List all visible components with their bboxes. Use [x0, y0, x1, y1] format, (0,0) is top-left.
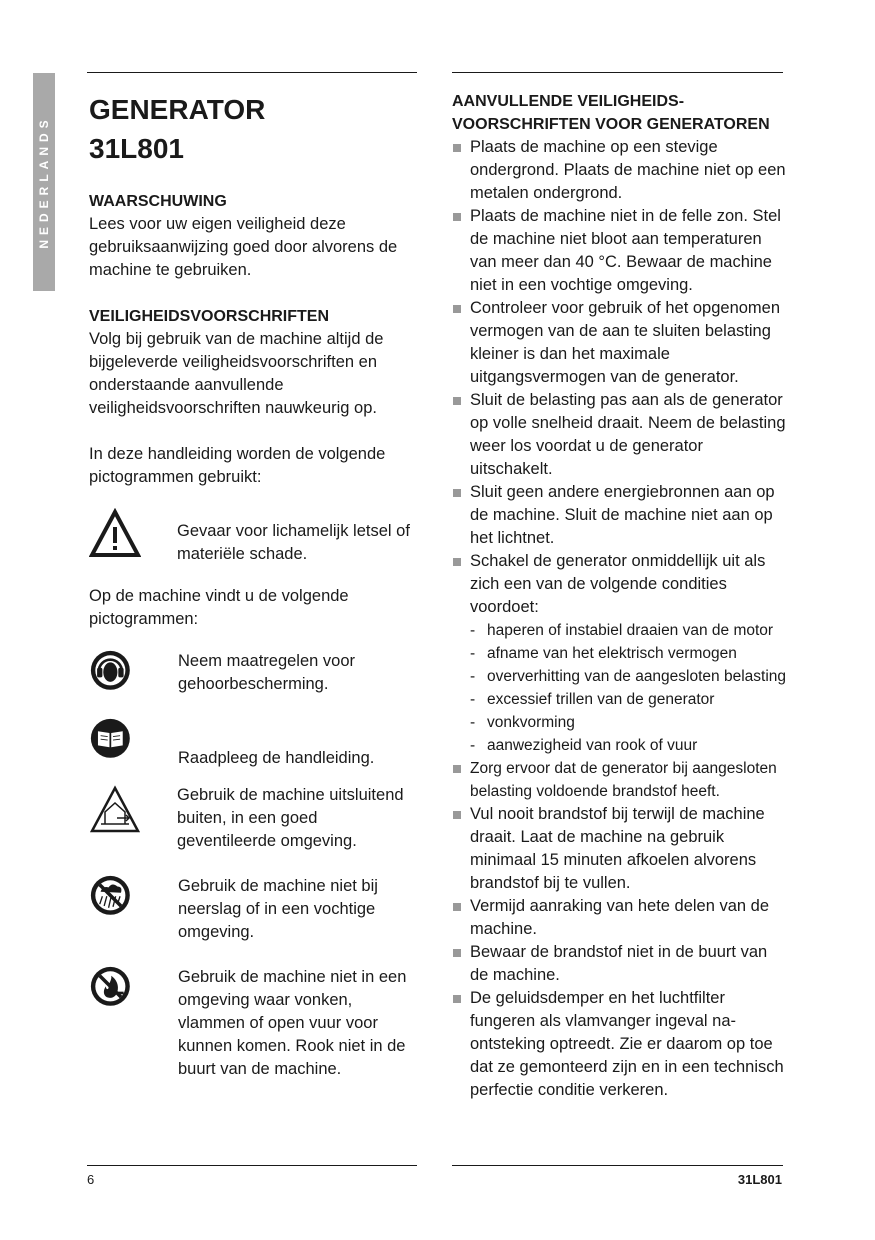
condition-item: - haperen of instabiel draaien van de motor	[470, 619, 787, 642]
heading-line-2: VOORSCHRIFTEN VOOR GENERATOREN	[452, 116, 770, 133]
top-rule-left	[87, 72, 417, 73]
page-title	[89, 90, 419, 168]
ear-protection-icon	[90, 650, 136, 696]
pictogram-text: Gebruik de machine uitsluitend buiten, in een goed geventileerde omgeving.	[177, 786, 404, 850]
list-item-text: Schakel de generator onmiddellijk uit als zich een van de volgende condities voordoet:	[470, 552, 766, 616]
language-label: NEDERLANDS	[37, 115, 51, 249]
read-manual-icon	[90, 718, 136, 764]
pictogram-row	[89, 784, 419, 853]
list-item: Sluit geen andere energiebronnen aan op de machine. Sluit de machine niet aan op het lichtnet.	[452, 481, 787, 550]
list-item: Zorg ervoor dat de generator bij aangesloten belasting voldoende brandstof heeft.	[452, 757, 787, 803]
warning-heading: WAARSCHUWING	[89, 193, 227, 210]
pictogram-text: Raadpleeg de handleiding.	[178, 749, 375, 767]
pictogram-row	[89, 875, 419, 944]
safety-heading: VEILIGHEIDSVOORSCHRIFTEN	[89, 308, 330, 325]
condition-item: - excessief trillen van de generator	[470, 688, 787, 711]
pictogram-row	[89, 508, 419, 566]
list-item: De geluidsdemper en het luchtfilter fungeren als vlamvanger ingeval na-ontsteking optreedt. Zie er daarom op toe dat ze gemonteerd zijn en in een technisch perfectie conditie verkeren.	[452, 987, 787, 1102]
list-item: Plaats de machine niet in de felle zon. Stel de machine niet bloot aan temperaturen van meer dan 40 °C. Bewaar de machine niet in een vochtige omgeving.	[452, 205, 787, 297]
list-item	[452, 550, 787, 757]
list-item: Sluit de belasting pas aan als de generator op volle snelheid draait. Neem de belasting weer los voordat u de generator uitschakelt.	[452, 389, 787, 481]
list-item: Vul nooit brandstof bij terwijl de machine draait. Laat de machine na gebruik minimaal 15 minuten afkoelen alvorens brandstof bij te vullen.	[452, 803, 787, 895]
footer-model: 31L801	[737, 1172, 782, 1187]
machine-pictogram-intro: Op de machine vindt u de volgende pictogrammen:	[89, 587, 349, 628]
list-item: Controleer voor gebruik of het opgenomen vermogen van de aan te sluiten belasting kleiner is dan het maximale uitgangsvermogen van de generator.	[452, 297, 787, 389]
condition-item: - aanwezigheid van rook of vuur	[470, 734, 787, 757]
no-rain-icon	[90, 875, 136, 921]
bottom-rule-right	[452, 1165, 783, 1166]
top-rule-right	[452, 72, 783, 73]
pictogram-row	[89, 966, 419, 1081]
warning-triangle-icon	[89, 508, 141, 560]
list-item: Bewaar de brandstof niet in de buurt van de machine.	[452, 941, 787, 987]
page-number: 6	[87, 1172, 95, 1187]
conditions-list	[470, 619, 787, 757]
additional-safety-heading	[452, 90, 787, 136]
title-line-1: GENERATOR	[89, 94, 266, 125]
warning-text: Lees voor uw eigen veiligheid deze gebruiksaanwijzing goed door alvorens de machine te gebruiken.	[89, 215, 398, 279]
pictogram-row	[89, 718, 419, 770]
pictogram-text: Neem maatregelen voor gehoorbescherming.	[178, 652, 356, 693]
list-item: Vermijd aanraking van hete delen van de machine.	[452, 895, 787, 941]
pictogram-text: Gebruik de machine niet bij neerslag of in een vochtige omgeving.	[178, 877, 378, 941]
safety-bullet-list	[452, 136, 787, 1102]
heading-line-1: AANVULLENDE VEILIGHEIDS-	[452, 93, 685, 110]
condition-item: - vonkvorming	[470, 711, 787, 734]
manual-pictogram-intro: In deze handleiding worden de volgende pictogrammen gebruikt:	[89, 445, 386, 486]
list-item: Plaats de machine op een stevige ondergrond. Plaats de machine niet op een metalen ondergrond.	[452, 136, 787, 205]
left-column	[89, 90, 419, 1081]
language-side-tab	[33, 73, 55, 291]
condition-item: - afname van het elektrisch vermogen	[470, 642, 787, 665]
outdoor-ventilated-icon	[89, 784, 141, 836]
safety-text: Volg bij gebruik van de machine altijd de bijgeleverde veiligheidsvoorschriften en onderstaande aanvullende veiligheidsvoorschriften nauwkeurig op.	[89, 330, 384, 417]
pictogram-text: Gevaar voor lichamelijk letsel of materiële schade.	[177, 522, 410, 563]
pictogram-text: Gebruik de machine niet in een omgeving waar vonken, vlammen of open vuur voor kunnen komen. Rook niet in de buurt van de machine.	[178, 968, 407, 1078]
right-column	[452, 90, 787, 1102]
title-line-2: 31L801	[89, 133, 184, 164]
bottom-rule-left	[87, 1165, 417, 1166]
pictogram-row	[89, 650, 419, 696]
no-fire-icon	[90, 966, 136, 1012]
condition-item: - oververhitting van de aangesloten belasting	[470, 665, 787, 688]
